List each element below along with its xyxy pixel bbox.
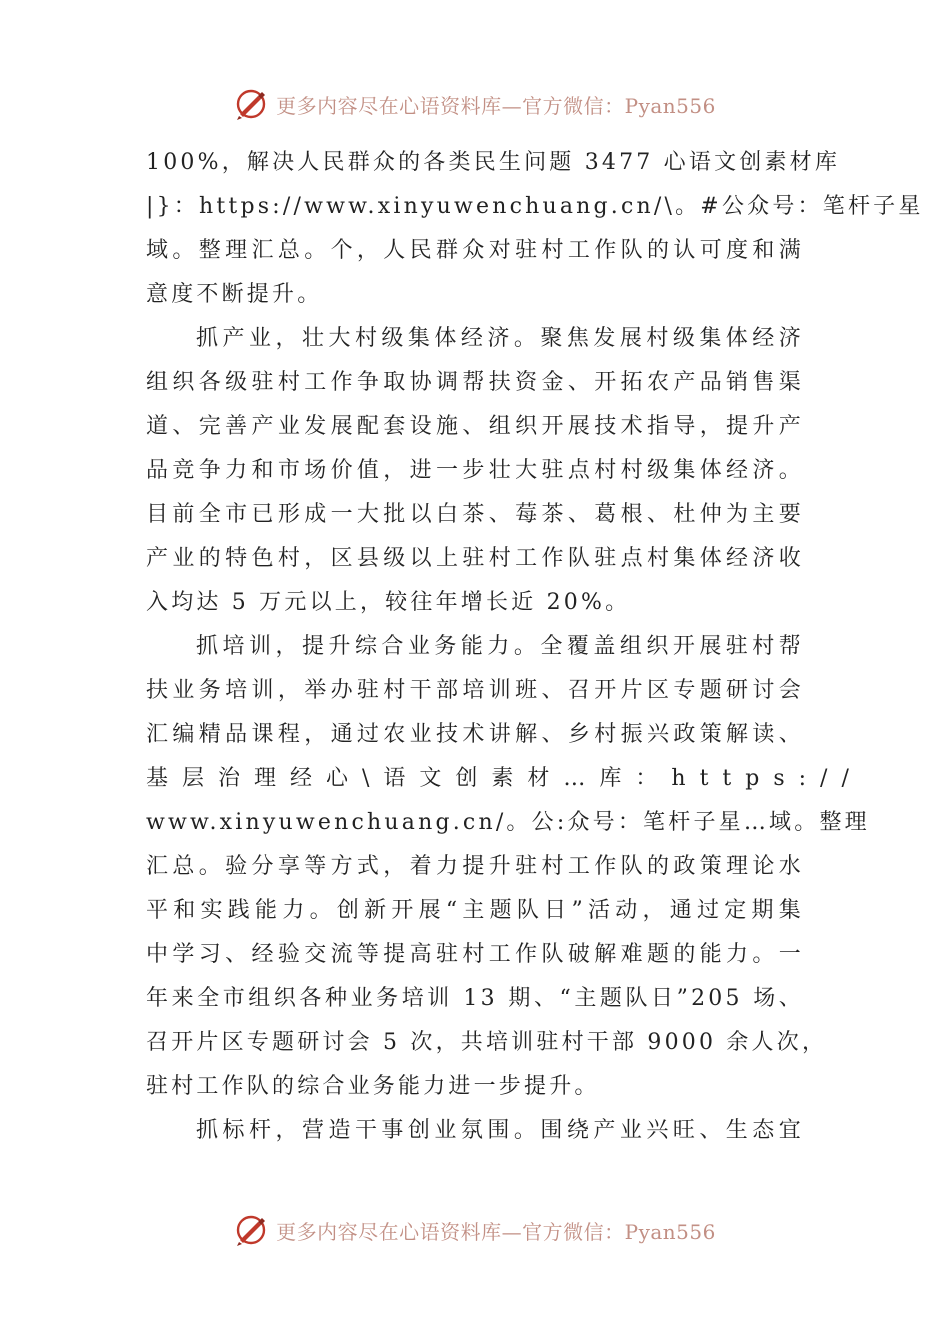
pen-logo-icon	[234, 87, 268, 121]
text-line: 品竞争力和市场价值，进一步壮大驻点村村级集体经济。	[146, 458, 804, 483]
paragraph-start: 抓产业，壮大村级集体经济。聚焦发展村级集体经济	[196, 326, 804, 351]
banner-text: 更多内容尽在心语资料库—官方微信：Pyan556	[276, 93, 716, 118]
text-line: 汇编精品课程，通过农业技术讲解、乡村振兴政策解读、	[146, 722, 804, 747]
text-line: 产业的特色村，区县级以上驻村工作队驻点村集体经济收	[146, 546, 804, 571]
text-line: |}：https://www.xinyuwenchuang.cn/\。#公众号：笔杆子星	[146, 194, 924, 219]
text-line: 扶业务培训，举办驻村干部培训班、召开片区专题研讨会	[146, 678, 804, 703]
text-line: 意度不断提升。	[146, 282, 323, 307]
text-line: 驻村工作队的综合业务能力进一步提升。	[146, 1074, 600, 1099]
document-body	[146, 141, 924, 1153]
header-banner	[0, 84, 950, 124]
text-line: 目前全市已形成一大批以白茶、莓茶、葛根、杜仲为主要	[146, 502, 804, 527]
footer-banner	[0, 1210, 950, 1250]
text-line: 中学习、经验交流等提高驻村工作队破解难题的能力。一	[146, 942, 804, 967]
text-line: 平和实践能力。创新开展“主题队日”活动，通过定期集	[146, 898, 804, 923]
text-line: 域。整理汇总。个，人民群众对驻村工作队的认可度和满	[146, 238, 804, 263]
text-line: 基层治理经心\语文创素材…库：https://	[146, 766, 863, 791]
text-line: 组织各级驻村工作争取协调帮扶资金、开拓农产品销售渠	[146, 370, 804, 395]
paragraph-start: 抓培训，提升综合业务能力。全覆盖组织开展驻村帮	[196, 634, 804, 659]
text-line: 召开片区专题研讨会 5 次，共培训驻村干部 9000 余人次，	[146, 1030, 828, 1055]
paragraph-start: 抓标杆，营造干事创业氛围。围绕产业兴旺、生态宜	[196, 1118, 804, 1143]
text-line: www.xinyuwenchuang.cn/。公:众号：笔杆子星…域。整理	[146, 810, 870, 835]
text-line: 入均达 5 万元以上，较往年增长近 20%。	[146, 590, 631, 615]
banner-text: 更多内容尽在心语资料库—官方微信：Pyan556	[276, 1219, 716, 1244]
pen-logo-icon	[234, 1213, 268, 1247]
text-line: 年来全市组织各种业务培训 13 期、“主题队日”205 场、	[146, 986, 804, 1011]
text-line: 100%，解决人民群众的各类民生问题 3477 心语文创素材库	[146, 150, 841, 175]
text-line: 汇总。验分享等方式，着力提升驻村工作队的政策理论水	[146, 854, 804, 879]
text-line: 道、完善产业发展配套设施、组织开展技术指导，提升产	[146, 414, 804, 439]
